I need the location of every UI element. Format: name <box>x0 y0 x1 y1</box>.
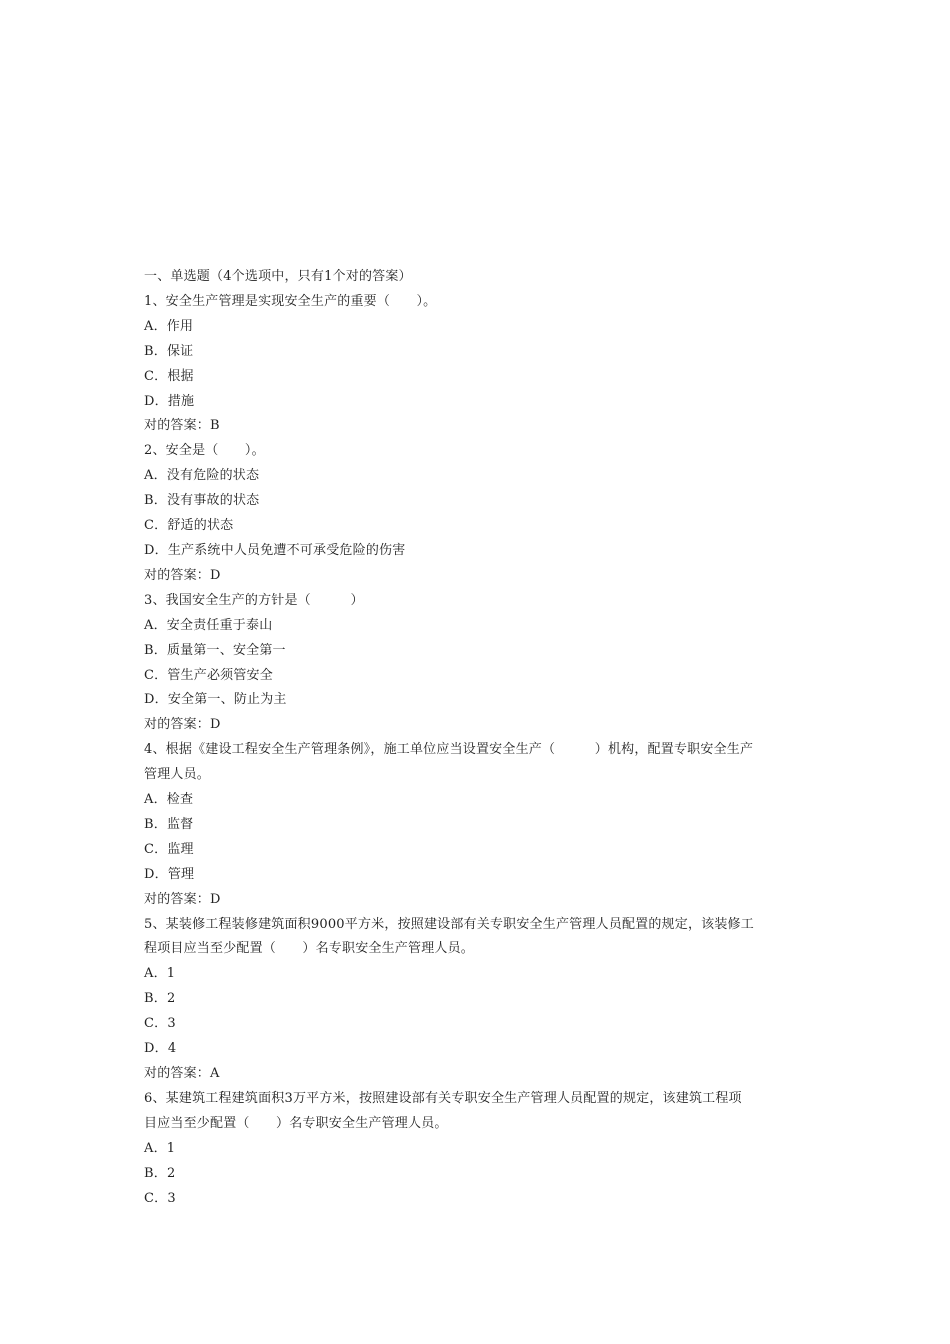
option-b: B．质量第一、安全第一 <box>144 642 286 658</box>
question-4 <box>144 738 814 912</box>
option-b: B．监督 <box>144 816 194 832</box>
option-a: A．1 <box>144 966 176 982</box>
answer-line: 对的答案：D <box>144 891 221 907</box>
question-stem: 6、某建筑工程建筑面积3万平方米，按照建设部有关专职安全生产管理人员配置的规定，该建筑工程项 <box>144 1090 742 1106</box>
section-heading: 一、单选题（4个选项中，只有1个对的答案） <box>144 269 412 284</box>
question-5 <box>144 913 814 1087</box>
answer-line: 对的答案：A <box>144 1066 220 1081</box>
option-a: A．安全责任重于泰山 <box>144 617 273 633</box>
option-b: B．保证 <box>144 343 194 359</box>
option-c: C．管生产必须管安全 <box>144 667 273 683</box>
answer-line: 对的答案：D <box>144 717 221 733</box>
option-d: D．生产系统中人员免遭不可承受危险的伤害 <box>144 542 406 558</box>
option-d: D．4 <box>144 1041 177 1057</box>
answer-line: 对的答案：D <box>144 567 221 583</box>
option-d: D．安全第一、防止为主 <box>144 692 287 708</box>
option-c: C．3 <box>144 1016 176 1032</box>
option-c: C．监理 <box>144 841 194 857</box>
answer-line: 对的答案：B <box>144 418 220 434</box>
option-d: D．管理 <box>144 866 195 882</box>
option-c: C．3 <box>144 1190 176 1206</box>
question-stem-continued: 目应当至少配置（ ）名专职安全生产管理人员。 <box>144 1115 448 1131</box>
question-stem-continued: 管理人员。 <box>144 767 211 783</box>
option-b: B．2 <box>144 991 176 1007</box>
option-a: A．检查 <box>144 792 194 808</box>
question-2 <box>144 439 814 588</box>
question-stem: 1、安全生产管理是实现安全生产的重要（ ）。 <box>144 293 437 309</box>
option-d: D．措施 <box>144 393 195 409</box>
question-stem-continued: 程项目应当至少配置（ ）名专职安全生产管理人员。 <box>144 941 475 957</box>
question-stem: 2、安全是（ ）。 <box>144 443 265 459</box>
document-body <box>144 265 814 1211</box>
option-c: C．舒适的状态 <box>144 518 234 534</box>
question-stem: 4、根据《建设工程安全生产管理条例》，施工单位应当设置安全生产（ ）机构，配置专职安全生产 <box>144 742 754 758</box>
option-b: B．2 <box>144 1165 176 1181</box>
question-1 <box>144 290 814 439</box>
option-a: A．没有危险的状态 <box>144 468 260 484</box>
option-c: C．根据 <box>144 368 194 384</box>
question-stem: 3、我国安全生产的方针是（ ） <box>144 592 364 608</box>
question-6 <box>144 1087 814 1212</box>
option-a: A．作用 <box>144 318 194 334</box>
question-stem: 5、某装修工程装修建筑面积9000平方米，按照建设部有关专职安全生产管理人员配置的规定，该装修工 <box>144 916 754 932</box>
question-3 <box>144 589 814 738</box>
option-b: B．没有事故的状态 <box>144 493 260 509</box>
option-a: A．1 <box>144 1140 176 1156</box>
